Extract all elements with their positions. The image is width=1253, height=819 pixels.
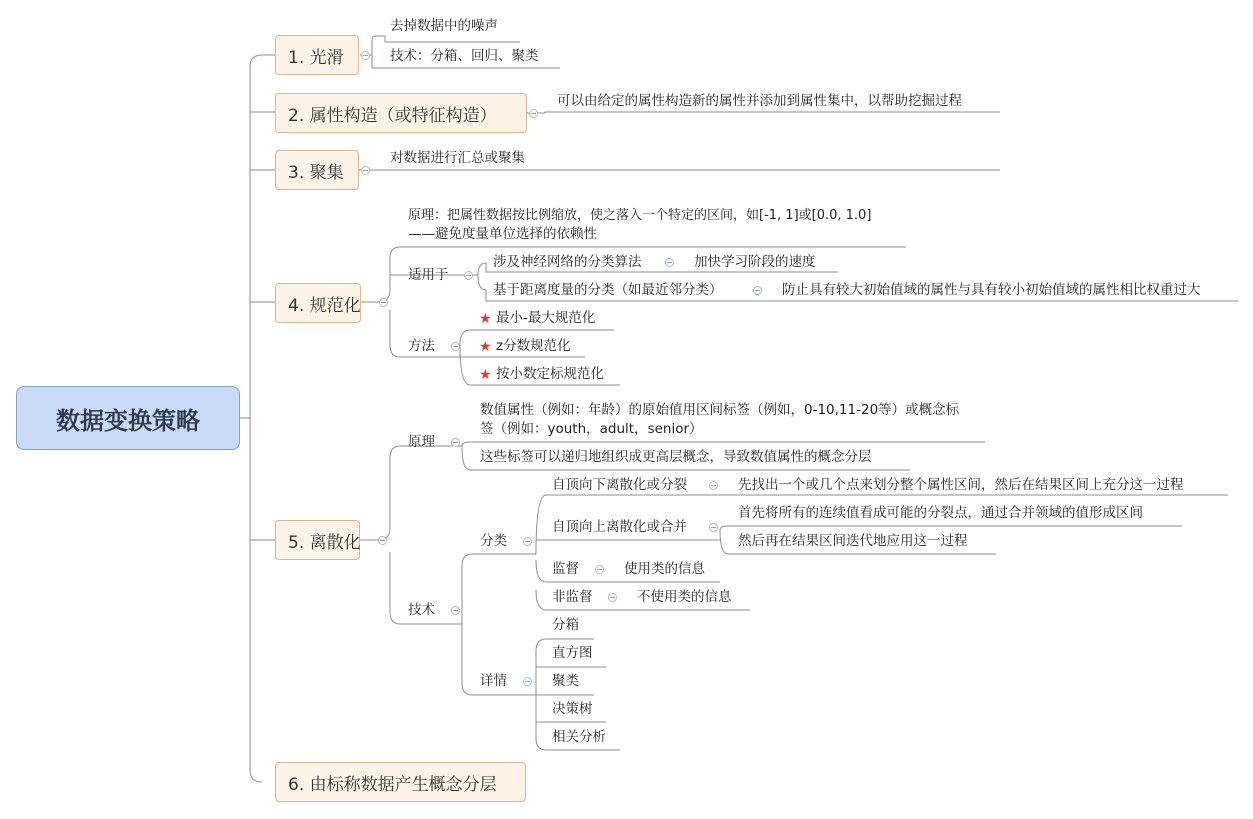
collapse-icon[interactable]: [361, 166, 370, 175]
detail-item: 相关分析: [552, 729, 606, 745]
collapse-icon[interactable]: [451, 342, 460, 351]
collapse-icon[interactable]: [529, 109, 538, 118]
collapse-icon[interactable]: [523, 677, 532, 686]
principle-text: 这些标签可以递归地组织成更高层概念，导致数值属性的概念分层: [480, 449, 872, 465]
star-icon: ★: [479, 339, 492, 355]
classify-detail: 不使用类的信息: [637, 589, 732, 605]
topic-label: 2. 属性构造（或特征构造）: [288, 105, 497, 126]
collapse-icon[interactable]: [379, 298, 388, 307]
method-item: z分数规范化: [496, 338, 571, 354]
star-icon: ★: [479, 311, 492, 327]
note-text: 去掉数据中的噪声: [390, 18, 498, 34]
principle-label: 原理: [408, 434, 435, 450]
topic-label: 1. 光滑: [288, 47, 344, 68]
principle-text: 原理：把属性数据按比例缩放，使之落入一个特定的区间，如[-1, 1]或[0.0, 1.0]: [408, 208, 872, 223]
applies-label: 适用于: [408, 267, 449, 283]
principle-text: 签（例如：youth，adult，senior）: [480, 421, 703, 437]
applies-detail: 加快学习阶段的速度: [694, 254, 816, 270]
topic-concept-hierarchy[interactable]: [275, 762, 526, 802]
details-label: 详情: [480, 673, 507, 689]
method-item: 按小数定标规范化: [496, 366, 604, 382]
topic-label: 5. 离散化: [288, 532, 361, 553]
topic-aggregation[interactable]: [275, 150, 359, 190]
classify-item: 自顶向上离散化或合并: [552, 519, 687, 535]
collapse-icon[interactable]: [709, 481, 718, 490]
topic-label: 4. 规范化: [288, 295, 361, 316]
star-icon: ★: [479, 367, 492, 383]
note-text: 技术：分箱、回归、聚类: [390, 48, 539, 64]
collapse-icon[interactable]: [451, 438, 460, 447]
detail-item: 聚类: [552, 673, 579, 689]
applies-item: 基于距离度量的分类（如最近邻分类）: [493, 282, 723, 298]
classify-detail: 使用类的信息: [624, 561, 705, 577]
detail-item: 直方图: [552, 645, 593, 661]
collapse-icon[interactable]: [361, 51, 370, 60]
classify-detail: 然后再在结果区间迭代地应用这一过程: [738, 533, 968, 549]
collapse-icon[interactable]: [595, 565, 604, 574]
root-node[interactable]: 数据变换策略: [16, 386, 240, 450]
collapse-icon[interactable]: [451, 606, 460, 615]
topic-label: 3. 聚集: [288, 162, 344, 183]
collapse-icon[interactable]: [378, 536, 387, 545]
principle-text: 数值属性（例如：年龄）的原始值用区间标签（例如，0-10,11-20等）或概念标: [480, 402, 960, 418]
classify-detail: 首先将所有的连续值看成可能的分裂点，通过合并领域的值形成区间: [738, 505, 1143, 521]
collapse-icon[interactable]: [608, 593, 617, 602]
note-text: 对数据进行汇总或聚集: [390, 150, 525, 166]
applies-item: 涉及神经网络的分类算法: [493, 254, 642, 270]
topic-attribute-construction[interactable]: [275, 93, 527, 133]
classify-item: 非监督: [552, 589, 593, 605]
collapse-icon[interactable]: [665, 258, 674, 267]
detail-item: 分箱: [552, 617, 579, 633]
classify-item: 自顶向下离散化或分裂: [552, 477, 687, 493]
classify-label: 分类: [480, 533, 507, 549]
collapse-icon[interactable]: [464, 271, 473, 280]
method-item: 最小-最大规范化: [496, 310, 596, 326]
detail-item: 决策树: [552, 701, 593, 717]
classify-detail: 先找出一个或几个点来划分整个属性区间，然后在结果区间上充分这一过程: [738, 477, 1184, 493]
topic-label: 6. 由标称数据产生概念分层: [288, 774, 497, 795]
applies-detail: 防止具有较大初始值域的属性与具有较小初始值域的属性相比权重过大: [782, 282, 1201, 298]
topic-smoothing[interactable]: [275, 35, 359, 75]
tech-label: 技术: [408, 602, 435, 618]
collapse-icon[interactable]: [753, 286, 762, 295]
collapse-icon[interactable]: [709, 523, 718, 532]
principle-text: ——避免度量单位选择的依赖性: [408, 226, 597, 242]
topic-normalization[interactable]: [275, 283, 361, 323]
classify-item: 监督: [552, 561, 579, 577]
methods-label: 方法: [408, 338, 435, 354]
note-text: 可以由给定的属性构造新的属性并添加到属性集中，以帮助挖掘过程: [557, 93, 962, 109]
topic-discretization[interactable]: [275, 520, 360, 560]
collapse-icon[interactable]: [523, 537, 532, 546]
